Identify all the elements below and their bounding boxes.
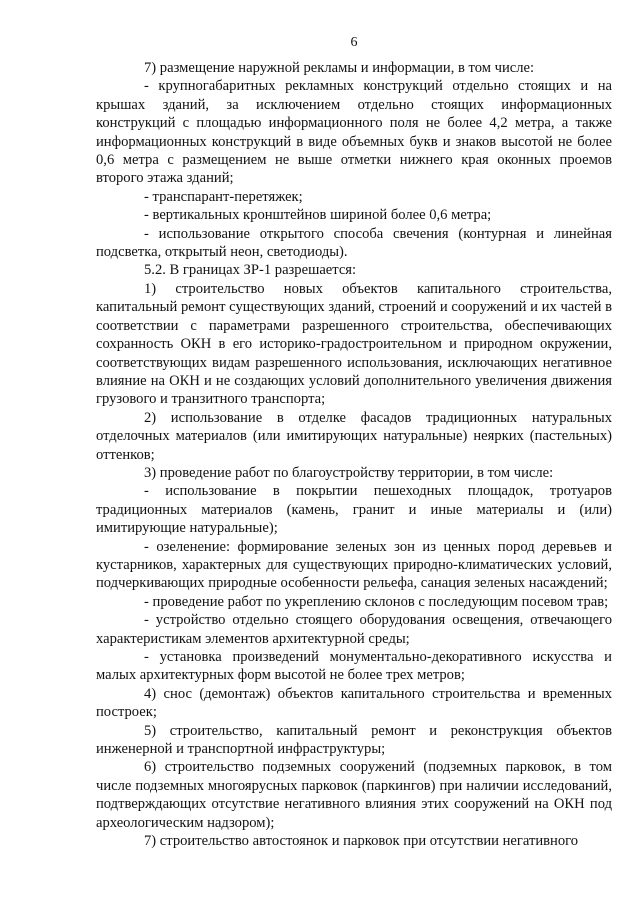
paragraph-greening: - озеленение: формирование зеленых зон из ценных пород деревьев и кустарников, характерных для существующих природно-климатических условий, подчеркивающих природные особенности рельефа, санация зеленых насаждений; [96,538,612,592]
paragraph-vertical-brackets: - вертикальных кронштейнов шириной более 0,6 метра; [144,207,492,224]
paragraph-banners: - транспарант-перетяжек; [144,188,303,205]
paragraph-item-7-advertising: 7) размещение наружной рекламы и информации, в том числе: [144,60,535,76]
paragraph-item-1-construction: 1) строительство новых объектов капитального строительства, капитальный ремонт существующих зданий, строений и сооружений и их частей в соответствии с параметрами разрешенного строительства, обеспечивающих сохранность ОКН в его историко-градостроительном и природном окружении, соответствующих видам разрешенного использования, исключающих негативное влияние на ОКН и не создающих условий дополнительного увеличения движения грузового и транзитного транспорта; [96,280,612,408]
paragraph-pavement-materials: - использование в покрытии пешеходных площадок, тротуаров традиционных материалов (камень, гранит и иные материалы и (или) имитирующие натуральные); [96,483,612,537]
paragraph-large-advertising-structures: - крупногабаритных рекламных конструкций отдельно стоящих и на крышах зданий, за исключением отдельно стоящих информационных конструкций с площадью информационного поля не более 4,2 метра, а также информационных конструкций в виде объемных букв и знаков высотой не более 0,6 метра с размещением не выше отметки нижнего края оконных проемов второго этажа зданий; [96,78,612,187]
document-body [96,59,612,850]
paragraph-slope-reinforcement: - проведение работ по укреплению склонов с последующим посевом трав; [144,593,609,610]
paragraph-monumental-art: - установка произведений монументально-декоративного искусства и малых архитектурных форм высотой не более трех метров; [96,649,612,684]
paragraph-lighting-equipment: - устройство отдельно стоящего оборудования освещения, отвечающего характеристикам элементов архитектурной среды; [96,612,612,647]
paragraph-item-3-landscaping: 3) проведение работ по благоустройству территории, в том числе: [144,464,554,481]
paragraph-item-5-infrastructure: 5) строительство, капитальный ремонт и реконструкция объектов инженерной и транспортной инфраструктуры; [96,722,612,758]
paragraph-section-5-2: 5.2. В границах ЗР-1 разрешается: [144,262,357,279]
paragraph-item-6-underground: 6) строительство подземных сооружений (подземных парковок, в том числе подземных многоярусных парковок (паркингов) при наличии исследований, подтверждающих отсутствие негативного влияния этих сооружений на ОКН под археологическим надзором); [96,759,612,831]
paragraph-item-2-facades: 2) использование в отделке фасадов традиционных натуральных отделочных материалов (или имитирующих натуральные) неярких (пастельных) оттенков; [96,409,612,463]
paragraph-item-4-demolition: 4) снос (демонтаж) объектов капитального строительства и временных построек; [96,685,612,721]
paragraph-open-lighting: - использование открытого способа свечения (контурная и линейная подсветка, открытый неон, светодиоды). [96,225,612,261]
page-number: 6 [350,35,358,50]
paragraph-item-7-parking: 7) строительство автостоянок и парковок при отсутствии негативного [144,833,579,850]
